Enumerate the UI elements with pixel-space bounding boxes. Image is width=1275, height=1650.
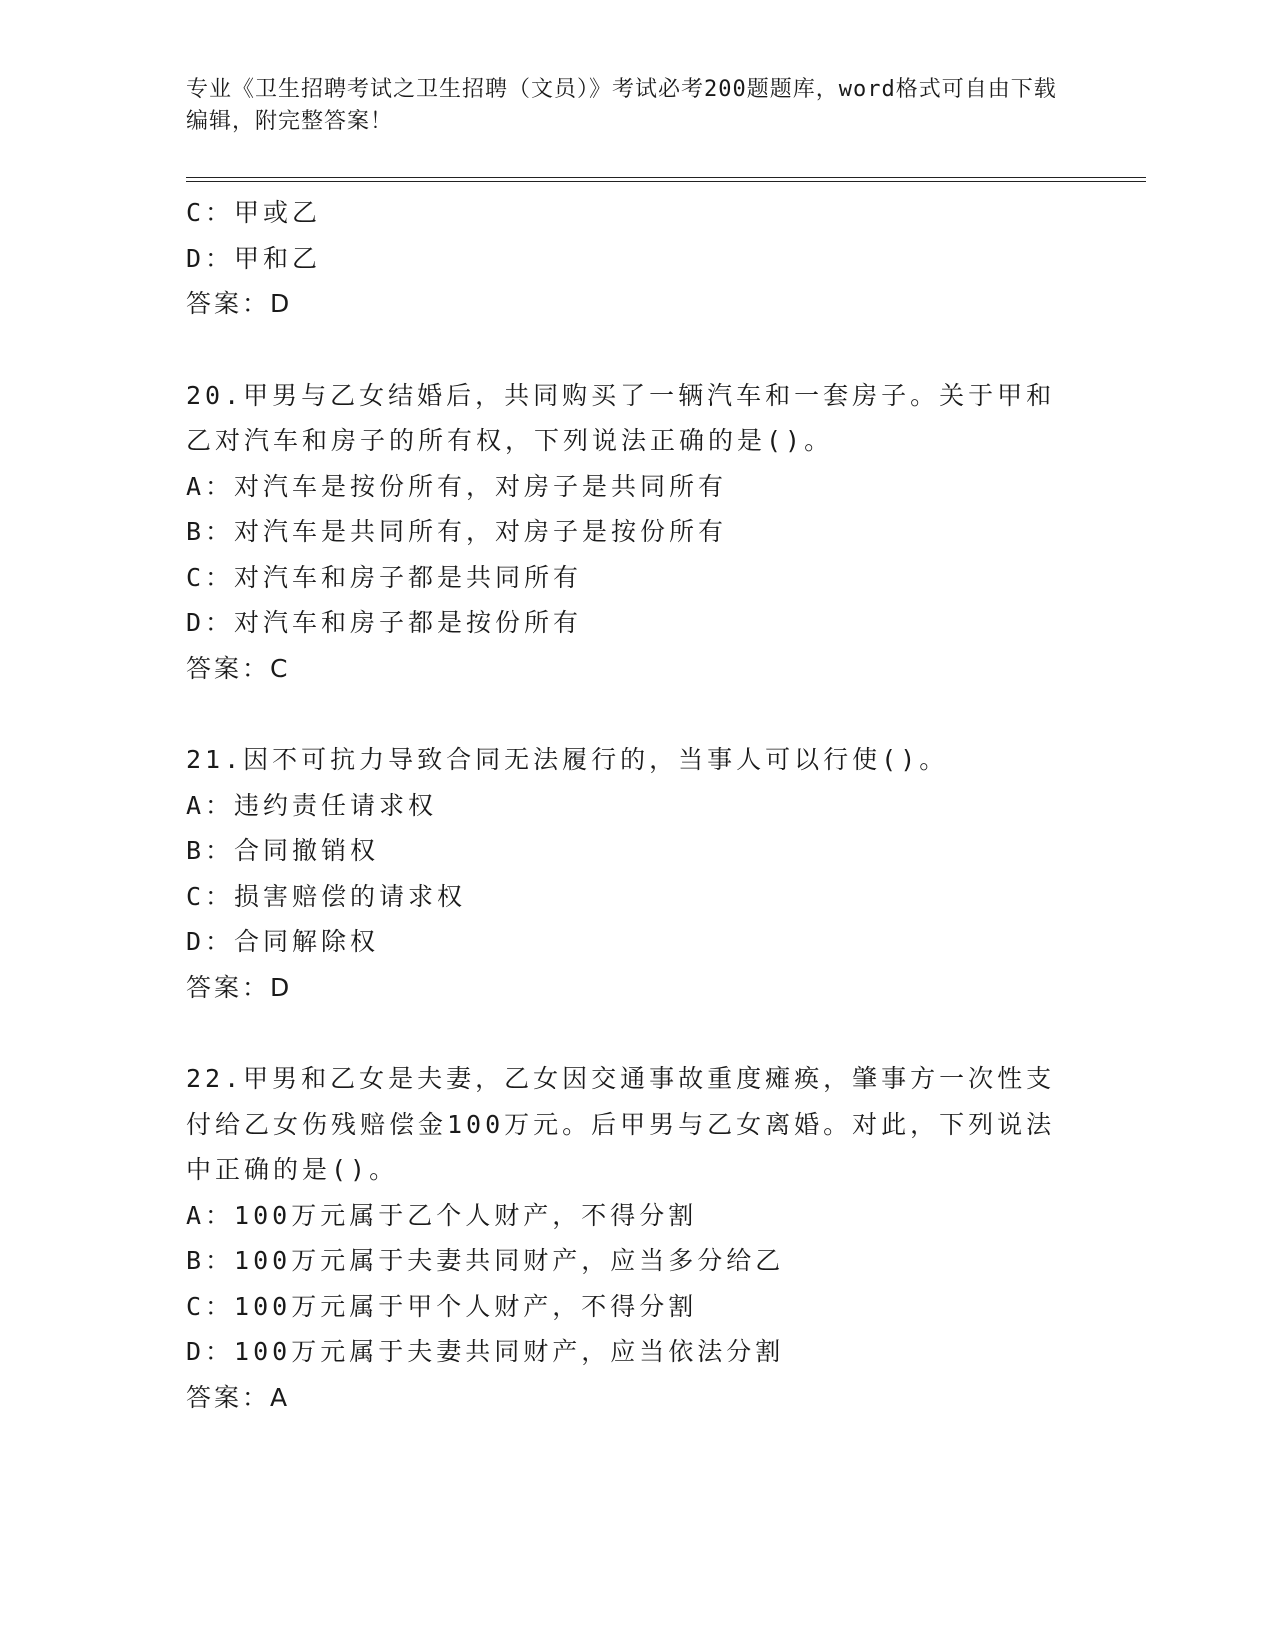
q22-option-d: D：100万元属于夫妻共同财产，应当依法分割 bbox=[186, 1337, 785, 1366]
q21-option-a: A：违约责任请求权 bbox=[186, 790, 438, 820]
spacer bbox=[186, 691, 1086, 737]
q22-answer: 答案：A bbox=[186, 1382, 291, 1412]
q22-option-b: B：100万元属于夫妻共同财产，应当多分给乙 bbox=[186, 1246, 785, 1275]
spacer bbox=[186, 327, 1086, 373]
q20-option-a: A：对汽车是按份所有，对房子是共同所有 bbox=[186, 471, 728, 501]
prev-option-c: C：甲或乙 bbox=[186, 198, 322, 227]
q20-option-d: D：对汽车和房子都是按份所有 bbox=[186, 608, 583, 637]
q22-option-c: C：100万元属于甲个人财产，不得分割 bbox=[186, 1291, 698, 1321]
q21-answer: 答案：D bbox=[186, 972, 293, 1002]
question-content bbox=[186, 190, 1086, 1420]
q22-option-a: A：100万元属于乙个人财产，不得分割 bbox=[186, 1200, 698, 1230]
q21-option-d: D：合同解除权 bbox=[186, 927, 380, 956]
document-header: 专业《卫生招聘考试之卫生招聘（文员）》考试必考200题题库，word格式可自由下载编辑，附完整答案！ bbox=[186, 77, 1057, 134]
q21-stem: 21.因不可抗力导致合同无法履行的，当事人可以行使()。 bbox=[186, 745, 949, 774]
header-divider bbox=[186, 177, 1146, 182]
q21-option-b: B：合同撤销权 bbox=[186, 836, 380, 865]
prev-answer: 答案：D bbox=[186, 289, 293, 318]
spacer bbox=[186, 1010, 1086, 1056]
q20-option-c: C：对汽车和房子都是共同所有 bbox=[186, 562, 583, 592]
q20-option-b: B：对汽车是共同所有，对房子是按份所有 bbox=[186, 517, 728, 546]
q20-answer: 答案：C bbox=[186, 653, 291, 683]
prev-option-d: D：甲和乙 bbox=[186, 243, 322, 273]
q21-option-c: C：损害赔偿的请求权 bbox=[186, 881, 467, 911]
q20-stem: 20.甲男与乙女结婚后，共同购买了一辆汽车和一套房子。关于甲和乙对汽车和房子的所有权，下列说法正确的是()。 bbox=[186, 380, 1056, 455]
q22-stem: 22.甲男和乙女是夫妻，乙女因交通事故重度瘫痪，肇事方一次性支付给乙女伤残赔偿金100万元。后甲男与乙女离婚。对此，下列说法中正确的是()。 bbox=[186, 1064, 1056, 1184]
